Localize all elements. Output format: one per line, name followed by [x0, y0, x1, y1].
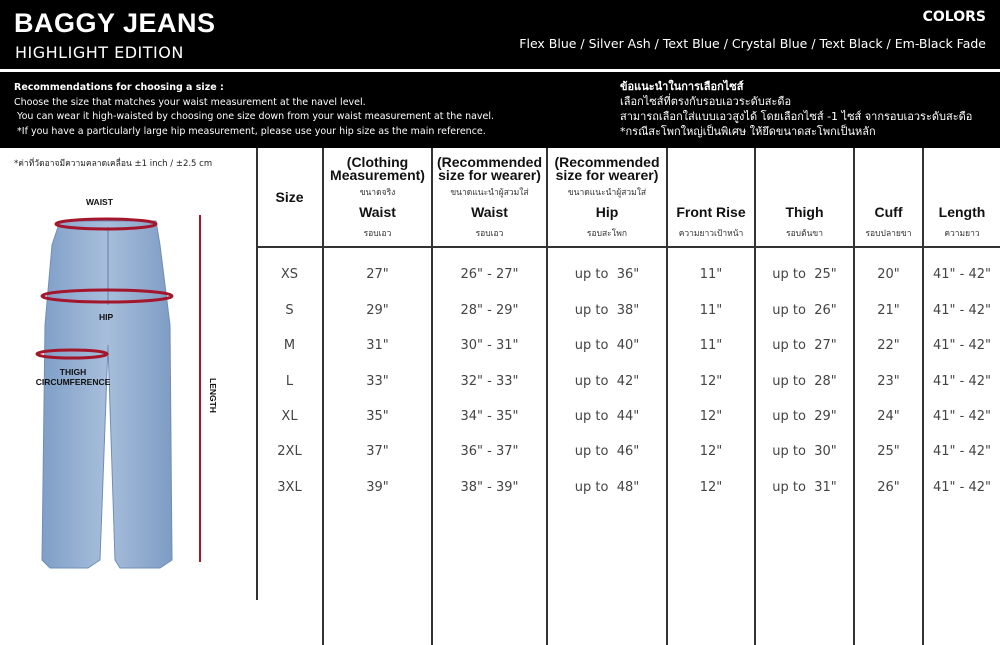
table-cell: XL [281, 409, 298, 425]
product-title: BAGGY JEANS [14, 8, 216, 38]
table-cell: 23" [854, 364, 923, 399]
column-header [547, 148, 667, 247]
table-cell: 26" [854, 469, 923, 504]
rec-th-heading: ข้อแนะนำในการเลือกไซส์ [620, 80, 744, 93]
hip-label: HIP [99, 312, 114, 322]
column-header [923, 148, 1000, 247]
table-cell: up to 36" [547, 247, 667, 293]
tolerance-note: *ค่าที่วัดอาจมีความคลาดเคลื่อน ±1 inch / ±2.5 cm [14, 159, 213, 169]
rec-th-line: สามารถเลือกใส่แบบเอวสูงได้ โดยเลือกไซส์ -1 ไซส์ จากรอบเอวระดับสะดือ [620, 110, 973, 123]
table-cell: up to 48" [547, 469, 667, 504]
table-cell: 12" [667, 364, 755, 399]
recommendations-panel [0, 72, 1000, 148]
table-row [257, 328, 1000, 363]
colors-list: Flex Blue / Silver Ash / Text Blue / Crystal Blue / Text Black / Em-Black Fade [519, 36, 986, 51]
header-name: Length [938, 204, 986, 220]
circumference-label-text: CIRCUMFERENCE [35, 377, 111, 387]
table-cell: up to 38" [547, 293, 667, 328]
size-chart-table [257, 148, 1000, 645]
table-filler [257, 505, 1000, 645]
table-cell: 41" - 42" [923, 328, 1000, 363]
table-row [257, 247, 1000, 293]
column-header [257, 148, 323, 247]
header-name-th: ความยาว [944, 229, 980, 239]
table-cell: 2XL [277, 444, 302, 460]
table-cell: 26" - 27" [432, 247, 547, 293]
table-cell: up to 42" [547, 364, 667, 399]
table-cell: 21" [854, 293, 923, 328]
table-cell: 20" [854, 247, 923, 293]
header-note-th: ขนาดแนะนำผู้สวมใส่ [450, 188, 529, 198]
waist-label: WAIST [86, 197, 113, 207]
table-cell: 11" [667, 247, 755, 293]
table-cell: 33" [323, 364, 432, 399]
header-note: (Recommended size for wearer) [436, 154, 543, 183]
rec-en-line: *If you have a particularly large hip measurement, please use your hip size as the main reference. [17, 125, 486, 137]
recommendations-th [620, 79, 972, 139]
table-cell: 38" - 39" [432, 469, 547, 504]
header-name-th: รอบเอว [363, 229, 392, 239]
table-cell: M [283, 338, 296, 354]
rec-en-line: You can wear it high-waisted by choosing one size down from your waist measurement at the navel. [17, 111, 495, 122]
rec-th-line: *กรณีสะโพกใหญ่เป็นพิเศษ ให้ยึดขนาดสะโพกเป็นหลัก [620, 125, 876, 138]
table-cell: 27" [323, 247, 432, 293]
header-name: Hip [595, 204, 619, 220]
table-cell: 34" - 35" [432, 399, 547, 434]
table-cell: 12" [667, 469, 755, 504]
thigh-label [30, 367, 116, 387]
table-cell: 28" - 29" [432, 293, 547, 328]
table-cell: 35" [323, 399, 432, 434]
table-cell: L [285, 373, 294, 389]
header-note: (Recommended size for wearer) [554, 154, 660, 183]
table-row [257, 469, 1000, 504]
table-row [257, 399, 1000, 434]
table-cell: S [285, 303, 294, 319]
header-name-th: รอบสะโพก [586, 229, 628, 239]
header-note-th: ขนาดแนะนำผู้สวมใส่ [567, 188, 647, 198]
table-cell: 41" - 42" [923, 399, 1000, 434]
table-cell: up to 26" [755, 293, 854, 328]
table-cell: 41" - 42" [923, 364, 1000, 399]
table-cell: 29" [323, 293, 432, 328]
table-cell: up to 28" [755, 364, 854, 399]
table-cell: 31" [323, 328, 432, 363]
table-cell: up to 25" [755, 247, 854, 293]
rec-en-heading: Recommendations for choosing a size : [14, 82, 224, 93]
table-cell: 41" - 42" [923, 434, 1000, 469]
table-cell: 41" - 42" [923, 469, 1000, 504]
table-cell: 41" - 42" [923, 247, 1000, 293]
column-header [854, 148, 923, 247]
header-note-th: ขนาดจริง [359, 188, 396, 198]
table-cell: up to 44" [547, 399, 667, 434]
rec-en-line: Choose the size that matches your waist measurement at the navel level. [14, 96, 366, 108]
header-name-th: ความยาวเป้าหน้า [678, 229, 744, 239]
header-name: Waist [359, 204, 396, 220]
table-cell: 11" [667, 293, 755, 328]
table-row [257, 293, 1000, 328]
table-cell: 41" - 42" [923, 293, 1000, 328]
table-cell: 3XL [277, 479, 302, 495]
length-label: LENGTH [208, 378, 218, 413]
table-cell: 25" [854, 434, 923, 469]
table-cell: up to 40" [547, 328, 667, 363]
table-cell: 12" [667, 434, 755, 469]
table-cell: 36" - 37" [432, 434, 547, 469]
table-cell: up to 46" [547, 434, 667, 469]
column-header [323, 148, 432, 247]
header-note: (Clothing Measurement) [330, 154, 425, 183]
table-cell: 24" [854, 399, 923, 434]
table-cell: up to 29" [755, 399, 854, 434]
rec-th-line: เลือกไซส์ที่ตรงกับรอบเอวระดับสะดือ [620, 95, 792, 108]
header-name: Size [275, 188, 304, 205]
table-cell: 32" - 33" [432, 364, 547, 399]
table-cell: up to 31" [755, 469, 854, 504]
table-cell: 12" [667, 399, 755, 434]
thigh-label-text: THIGH [59, 367, 87, 377]
table-row [257, 434, 1000, 469]
header-name: Waist [471, 204, 508, 220]
column-header [755, 148, 854, 247]
jeans-image [42, 221, 172, 568]
column-header [667, 148, 755, 247]
table-row [257, 364, 1000, 399]
header-name: Thigh [785, 204, 824, 220]
table-cell: up to 27" [755, 328, 854, 363]
header-name-th: รอบเอว [475, 229, 504, 239]
table-cell: up to 30" [755, 434, 854, 469]
header-name-th: รอบปลายขา [865, 229, 912, 239]
column-header [432, 148, 547, 247]
table-cell: 37" [323, 434, 432, 469]
table-cell: 30" - 31" [432, 328, 547, 363]
colors-heading: COLORS [922, 9, 986, 25]
product-subtitle: HIGHLIGHT EDITION [15, 43, 184, 62]
table-cell: 11" [667, 328, 755, 363]
header-name-th: รอบต้นขา [786, 229, 823, 239]
header-name: Cuff [874, 204, 903, 220]
header-banner [0, 0, 1000, 69]
table-cell: 39" [323, 469, 432, 504]
table-cell: 22" [854, 328, 923, 363]
table-cell: XS [280, 267, 299, 282]
recommendations-en [14, 81, 494, 139]
header-name: Front Rise [676, 204, 746, 220]
